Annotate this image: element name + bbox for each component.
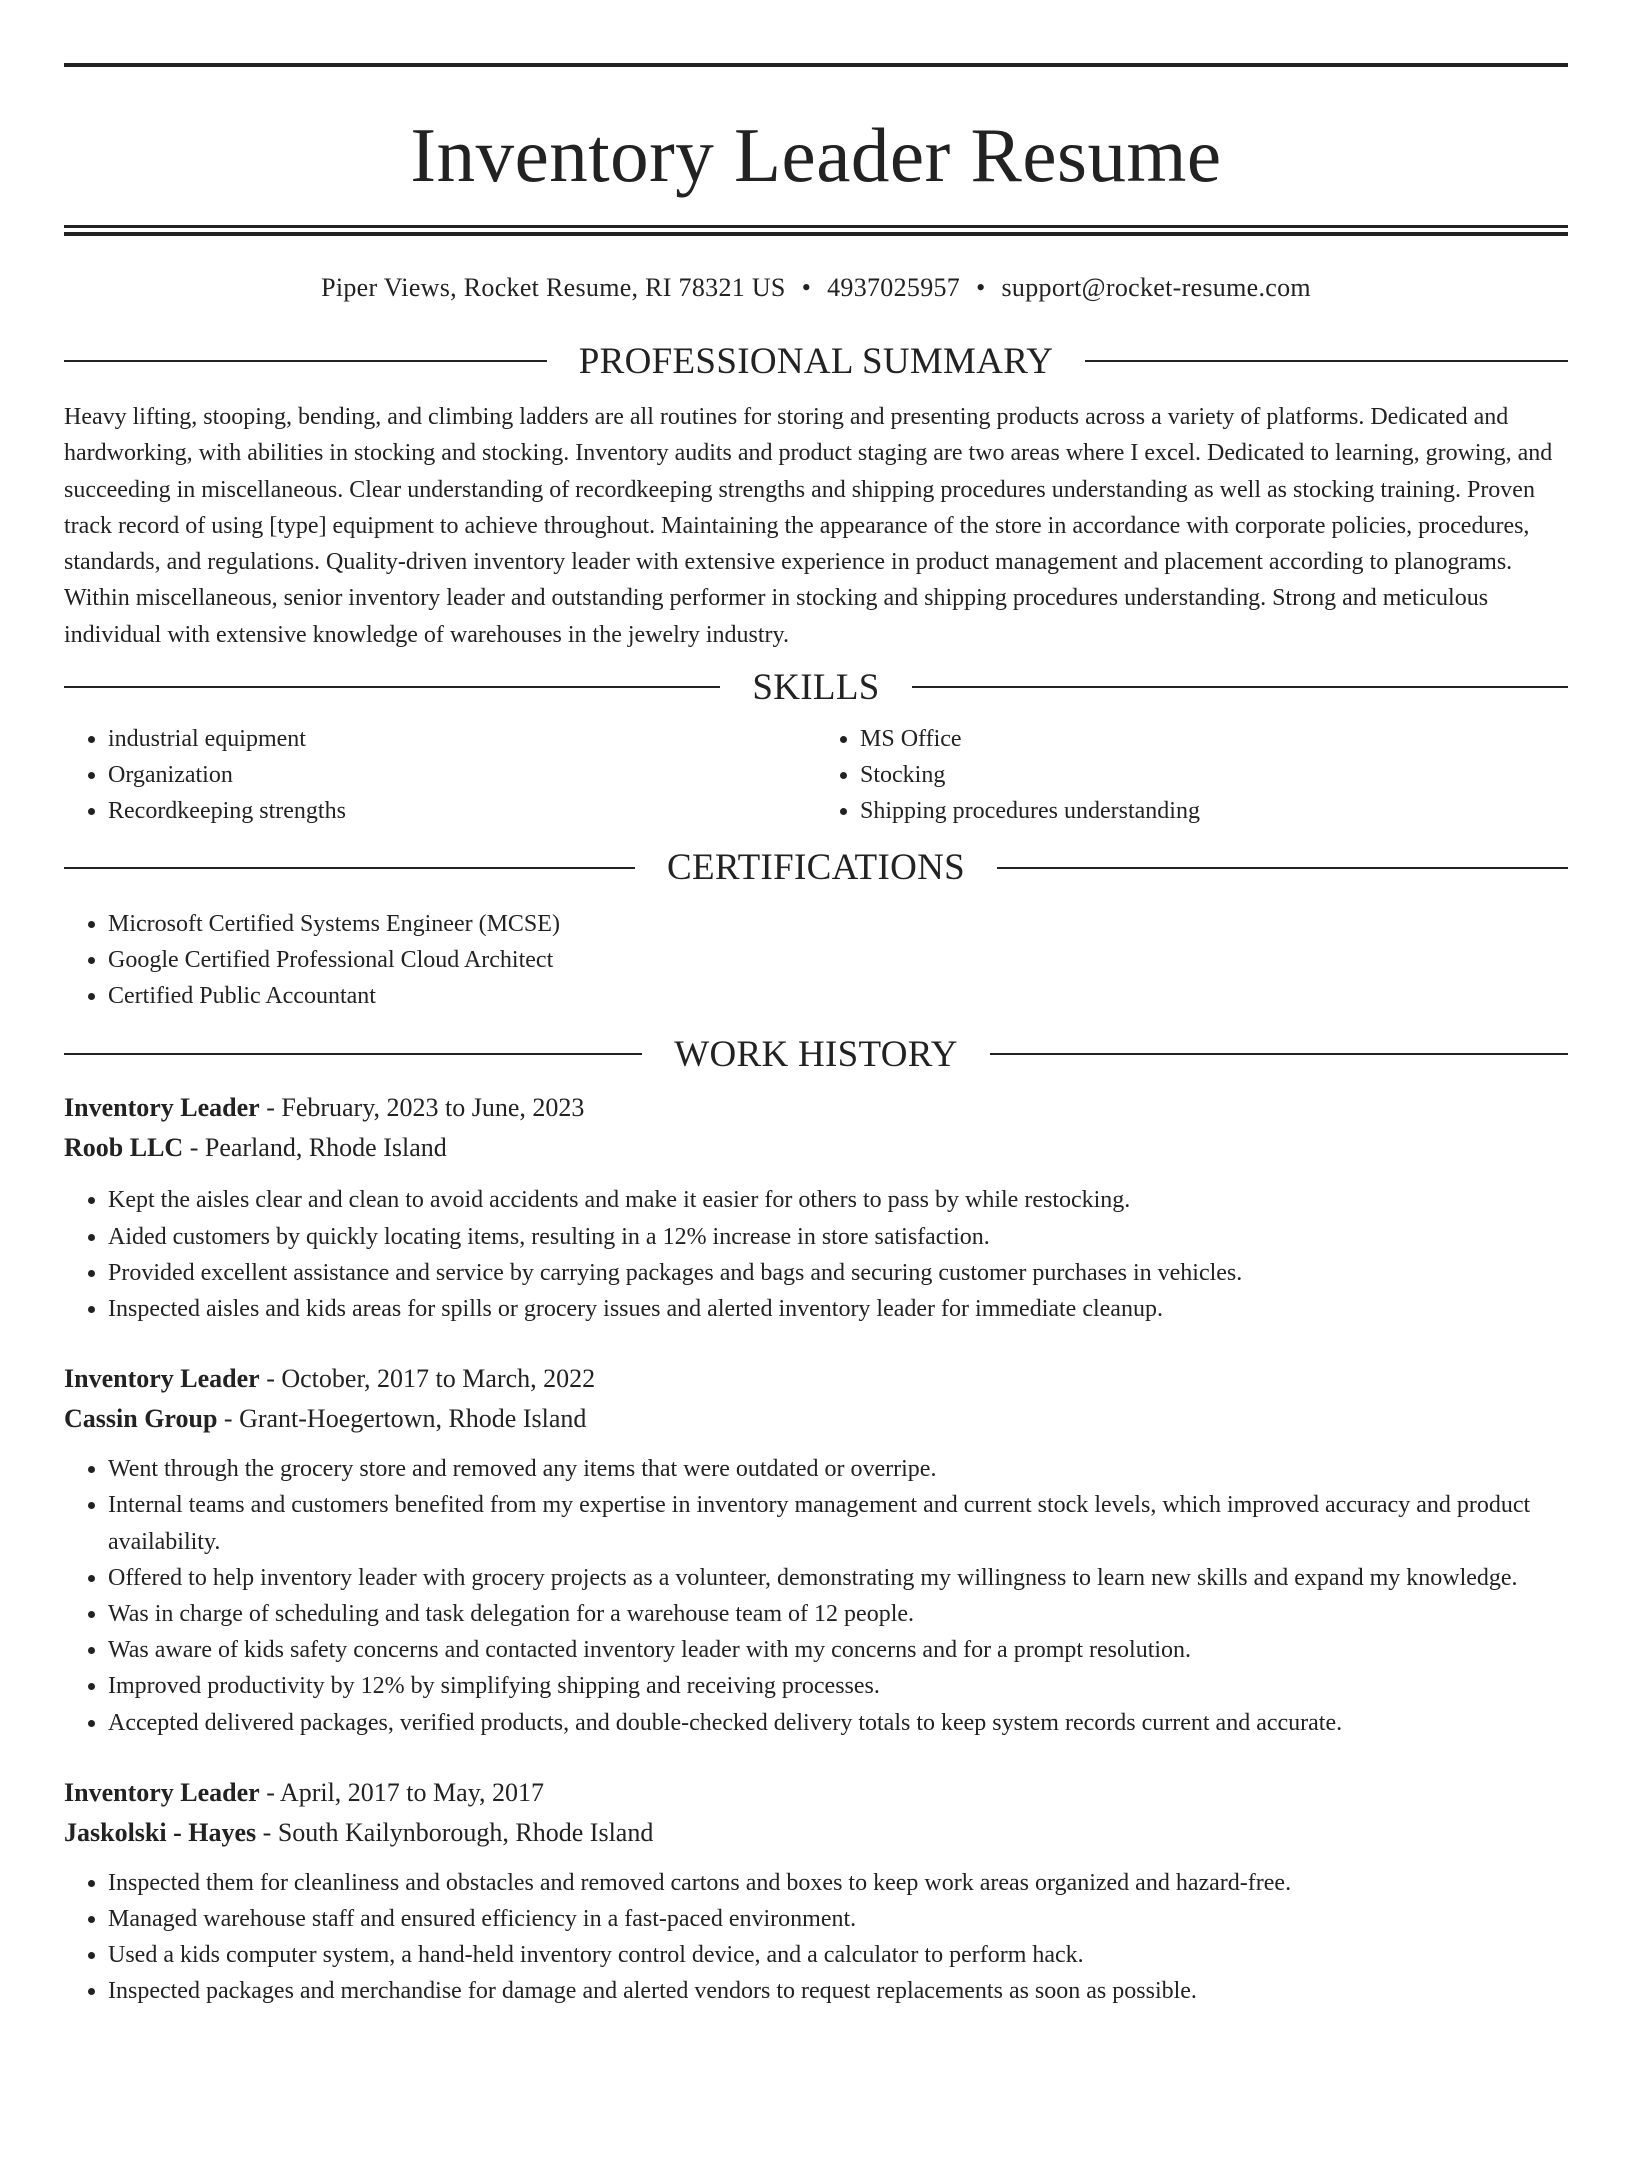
skills-column-right: [816, 721, 1568, 830]
list-item: • Microsoft Certified Systems Engineer (MCSE): [108, 906, 1568, 942]
divider: [990, 1053, 1568, 1055]
job-dates: - October, 2017 to March, 2022: [259, 1364, 596, 1394]
job-company: Jaskolski - Hayes: [64, 1817, 257, 1847]
list-item: • Inspected packages and merchandise for damage and alerted vendors to request replacements as soon as possible.: [108, 1973, 1568, 2009]
list-item: • MS Office: [860, 721, 1568, 757]
job-company-line: [64, 1399, 1568, 1439]
section-title: WORK HISTORY: [674, 1033, 958, 1075]
list-item: • Improved productivity by 12% by simplifying shipping and receiving processes.: [108, 1668, 1568, 1704]
list-item: • Inspected aisles and kids areas for spills or grocery issues and alerted inventory leader for immediate cleanup.: [108, 1291, 1568, 1327]
list-item: • Internal teams and customers benefited from my expertise in inventory management and current stock levels, which improved accuracy and product availability.: [108, 1487, 1568, 1559]
list-item: • Stocking: [860, 757, 1568, 793]
list-item: • Accepted delivered packages, verified products, and double-checked delivery totals to keep system records current and accurate.: [108, 1705, 1568, 1741]
contact-phone: 4937025957: [827, 273, 961, 302]
divider: [64, 1053, 642, 1055]
skills-list: [64, 721, 1568, 830]
job-title-line: [64, 1773, 1568, 1813]
job-title: Inventory Leader: [64, 1093, 260, 1123]
job-entry: [64, 1088, 1568, 1327]
job-location: - Pearland, Rhode Island: [183, 1133, 447, 1163]
list-item: • Shipping procedures understanding: [860, 793, 1568, 829]
job-company-line: [64, 1128, 1568, 1168]
job-company: Cassin Group: [64, 1404, 218, 1434]
job-bullets: [64, 1865, 1568, 2010]
list-item: • Google Certified Professional Cloud Architect: [108, 942, 1568, 978]
divider: [997, 867, 1568, 869]
job-entry: [64, 1359, 1568, 1741]
contact-email: support@rocket-resume.com: [1001, 273, 1311, 302]
job-company-line: [64, 1813, 1568, 1853]
job-entry: [64, 1773, 1568, 2010]
top-rule: [64, 63, 1568, 67]
job-title-line: [64, 1359, 1568, 1399]
job-bullets: [64, 1451, 1568, 1741]
contact-separator: •: [801, 273, 812, 302]
contact-address: Piper Views, Rocket Resume, RI 78321 US: [321, 273, 786, 302]
list-item: • Recordkeeping strengths: [108, 793, 816, 829]
job-title: Inventory Leader: [64, 1777, 260, 1807]
contact-separator: •: [976, 273, 986, 302]
divider: [64, 686, 720, 688]
list-item: • Used a kids computer system, a hand-held inventory control device, and a calculator to perform hack.: [108, 1937, 1568, 1973]
section-title: CERTIFICATIONS: [667, 847, 965, 889]
list-item: • Organization: [108, 757, 816, 793]
list-item: • Managed warehouse staff and ensured efficiency in a fast-paced environment.: [108, 1901, 1568, 1937]
list-item: • Was in charge of scheduling and task delegation for a warehouse team of 12 people.: [108, 1596, 1568, 1632]
list-item: • industrial equipment: [108, 721, 816, 757]
section-heading-work-history: [64, 1032, 1568, 1076]
contact-line: [64, 271, 1568, 305]
divider: [1085, 360, 1568, 362]
job-company: Roob LLC: [64, 1133, 184, 1163]
list-item: • Kept the aisles clear and clean to avoid accidents and make it easier for others to pass by while restocking.: [108, 1182, 1568, 1218]
list-item: • Offered to help inventory leader with grocery projects as a volunteer, demonstrating my willingness to learn new skills and expand my knowledge.: [108, 1560, 1568, 1596]
list-item: • Went through the grocery store and removed any items that were outdated or overripe.: [108, 1451, 1568, 1487]
resume-title: Inventory Leader Resume: [410, 112, 1222, 198]
divider: [64, 867, 635, 869]
list-item: • Aided customers by quickly locating items, resulting in a 12% increase in store satisfaction.: [108, 1219, 1568, 1255]
resume-page: [0, 63, 1632, 2175]
job-bullets: [64, 1182, 1568, 1327]
job-location: - South Kailynborough, Rhode Island: [256, 1817, 654, 1847]
section-heading-certifications: [64, 846, 1568, 890]
job-title: Inventory Leader: [64, 1364, 260, 1394]
section-heading-summary: [64, 339, 1568, 383]
job-dates: - April, 2017 to May, 2017: [259, 1777, 545, 1807]
list-item: • Provided excellent assistance and service by carrying packages and bags and securing customer purchases in vehicles.: [108, 1255, 1568, 1291]
summary-paragraph: Heavy lifting, stooping, bending, and climbing ladders are all routines for storing and presenting products across a variety of platforms. Dedicated and hardworking, with abilities in stocking and stocking. Inventory audits and product staging are two areas where I excel. Dedicated to learning, growing, and succeeding in miscellaneous. Clear understanding of recordkeeping strengths and shipping procedures understanding as well as stocking training. Proven track record of using [type] equipment to achieve throughout. Maintaining the appearance of the store in accordance with corporate policies, procedures, standards, and regulations. Quality-driven inventory leader with extensive experience in product management and placement according to planograms. Within miscellaneous, senior inventory leader and outstanding performer in stocking and shipping procedures understanding. Strong and meticulous individual with extensive knowledge of warehouses in the jewelry industry.: [64, 404, 1553, 648]
job-dates: - February, 2023 to June, 2023: [259, 1093, 585, 1123]
list-item: • Was aware of kids safety concerns and contacted inventory leader with my concerns and for a prompt resolution.: [108, 1632, 1568, 1668]
section-title: SKILLS: [752, 666, 880, 708]
job-location: - Grant-Hoegertown, Rhode Island: [217, 1404, 587, 1434]
certifications-list: [64, 906, 1568, 1015]
divider: [912, 686, 1568, 688]
divider: [64, 360, 547, 362]
list-item: • Certified Public Accountant: [108, 978, 1568, 1014]
section-title: PROFESSIONAL SUMMARY: [578, 340, 1054, 382]
skills-column-left: [64, 721, 816, 830]
job-title-line: [64, 1088, 1568, 1128]
title-double-rule: [64, 225, 1568, 236]
section-heading-skills: [64, 665, 1568, 709]
list-item: • Inspected them for cleanliness and obstacles and removed cartons and boxes to keep work areas organized and hazard-free.: [108, 1865, 1568, 1901]
